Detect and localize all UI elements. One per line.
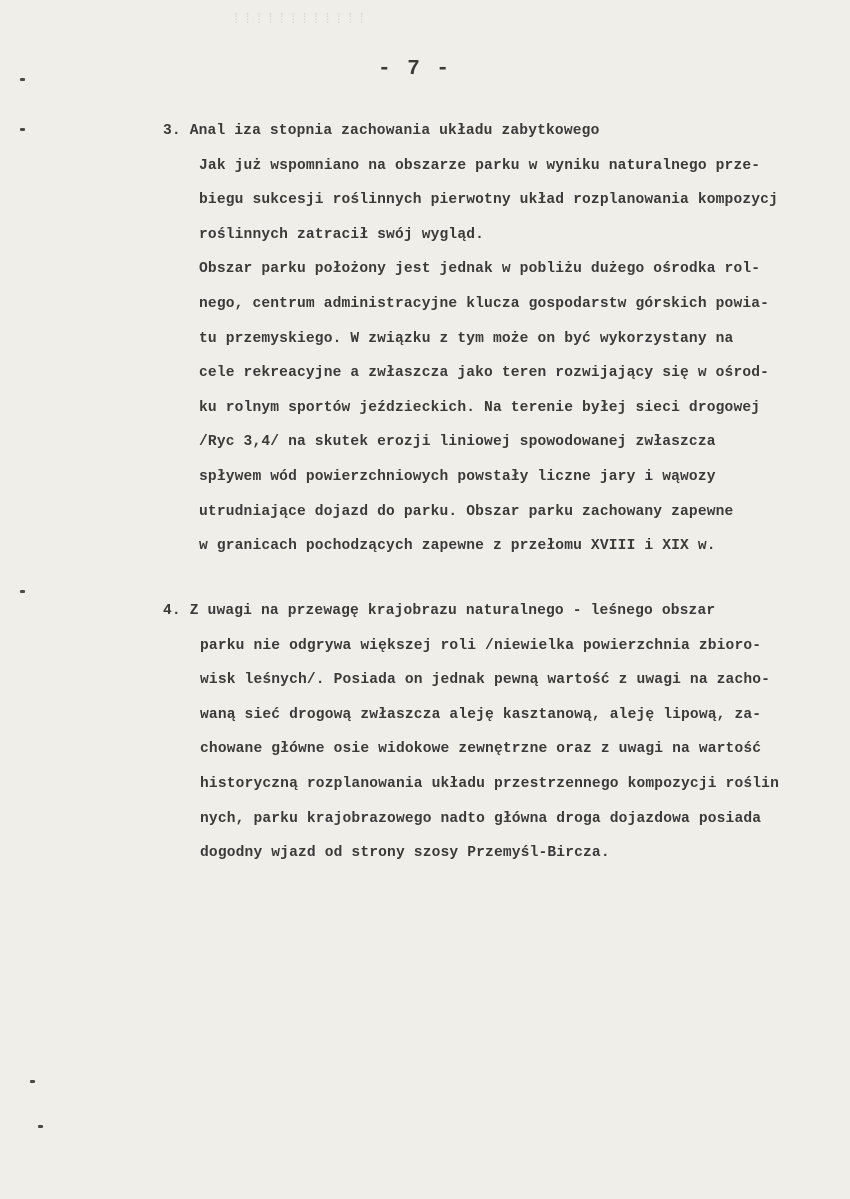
paragraph-line: utrudniające dojazd do parku. Obszar parku zachowany zapewne	[199, 503, 734, 520]
paragraph-line: nego, centrum administracyjne klucza gospodarstw górskich powia-	[199, 295, 770, 312]
margin-mark	[20, 128, 25, 131]
paragraph-line: Jak już wspomniano na obszarze parku w wyniku naturalnego prze-	[199, 157, 761, 174]
paragraph-line: chowane główne osie widokowe zewnętrzne oraz z uwagi na wartość	[200, 741, 762, 758]
margin-mark	[30, 1080, 35, 1083]
paragraph-line: tu przemyskiego. W związku z tym może on być wykorzystany na	[199, 330, 734, 347]
paragraph-line: ku rolnym sportów jeździeckich. Na terenie byłej sieci drogowej	[199, 399, 761, 416]
section-heading: 3. Anal iza stopnia zachowania układu zabytkowego	[163, 123, 600, 139]
section-4	[163, 594, 850, 871]
paragraph-line: cele rekreacyjne a zwłaszcza jako teren rozwijający się w ośrod-	[199, 365, 770, 382]
paragraph-line: historyczną rozplanowania układu przestrzennego kompozycji roślin	[200, 775, 779, 792]
page-number: - 7 -	[378, 58, 452, 81]
margin-mark	[20, 78, 25, 81]
section-heading: 4. Z uwagi na przewagę krajobrazu naturalnego - leśnego obszar	[163, 603, 716, 619]
paragraph-line: biegu sukcesji roślinnych pierwotny układ rozplanowania kompozycj	[199, 192, 778, 209]
paragraph-line: w granicach pochodzących zapewne z przełomu XVIII i XIX w.	[199, 538, 716, 555]
margin-mark	[38, 1125, 43, 1128]
paragraph-line: spływem wód powierzchniowych powstały liczne jary i wąwozy	[199, 468, 716, 485]
paragraph-line: nych, parku krajobrazowego nadto główna droga dojazdowa posiada	[200, 810, 762, 827]
paragraph-line: parku nie odgrywa większej roli /niewielka powierzchnia zbioro-	[200, 637, 762, 654]
paragraph-line: wisk leśnych/. Posiada on jednak pewną wartość z uwagi na zacho-	[200, 672, 771, 689]
paragraph-line: waną sieć drogową zwłaszcza aleję kasztanową, aleję lipową, za-	[200, 706, 762, 723]
paragraph-line: roślinnych zatracił swój wygląd.	[199, 226, 485, 243]
section-3	[163, 114, 850, 564]
paragraph-line: Obszar parku położony jest jednak w pobliżu dużego ośrodka rol-	[199, 261, 761, 278]
margin-mark	[20, 590, 25, 593]
paragraph-line: /Ryc 3,4/ na skutek erozji liniowej spowodowanej zwłaszcza	[199, 434, 716, 451]
binding-marks: ⁞⁞⁞⁞⁞⁞⁞⁞⁞⁞⁞⁞	[232, 12, 369, 28]
paragraph-line: dogodny wjazd od strony szosy Przemyśl-Bircza.	[200, 845, 610, 862]
